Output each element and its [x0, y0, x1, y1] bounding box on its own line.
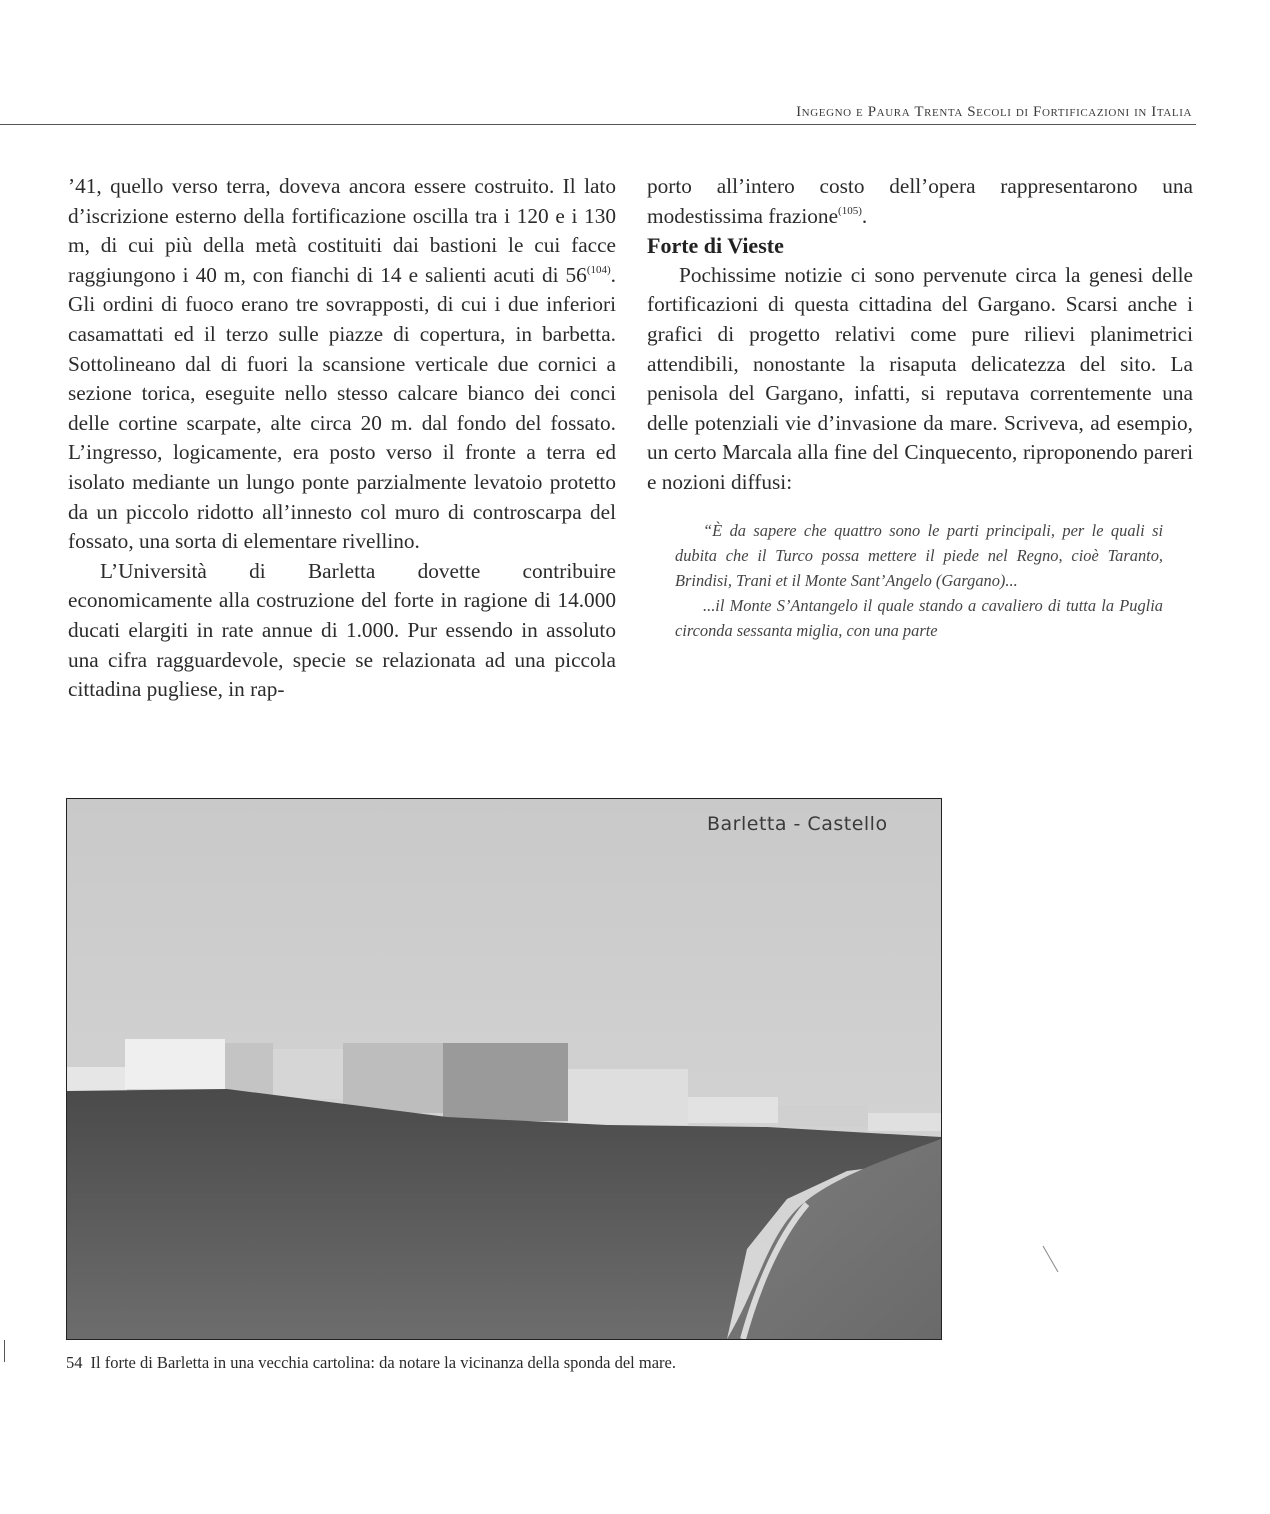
footnote-ref-105: (105)	[838, 204, 862, 217]
right-paragraph-1	[647, 172, 1193, 231]
postcard-photo	[66, 798, 942, 1340]
left-paragraph-1-end: . Gli ordini di fuoco erano tre sovrapposti, di cui i due inferiori casamattati ed il terzo sulle piazze di copertura, in barbetta. Sottolineano dal di fuori la scansione verticale due cornici a sezione torica, eseguite nello stesso calcare bianco dei conci delle cortine scarpate, alte circa 20 m. dal fondo del fossato. L’ingresso, logicamente, era posto verso il fronte a terra ed isolato mediante un lungo ponte parzialmente levatoio protetto da un piccolo ridotto all’innesto col muro di controscarpa del fossato, una sorta di elementare rivellino.	[68, 262, 616, 554]
scan-scratch	[1043, 1246, 1059, 1272]
left-column	[68, 172, 616, 705]
right-paragraph-1-end: .	[861, 203, 868, 228]
section-title: Forte di Vieste	[647, 233, 784, 259]
quote-paragraph-1: “È da sapere che quattro sono le parti principali, per le quali si dubita che il Turco possa mettere il piede nel Regno, cioè Taranto, Brindisi, Trani et il Monte Sant’Angelo (Gargano)...	[675, 520, 1163, 590]
right-paragraph-1-text: porto all’intero costo dell’opera rappresentarono una modestissima frazione	[647, 174, 1193, 228]
quote-paragraph-2: ...il Monte S’Antangelo il quale stando a cavaliero di tutta la Puglia circonda sessanta miglia, con una parte	[675, 595, 1163, 640]
page-edge-mark	[0, 1340, 5, 1362]
running-header: Ingegno e Paura Trenta Secoli di Fortificazioni in Italia	[796, 104, 1192, 120]
header-rule	[0, 124, 1196, 125]
right-column	[647, 172, 1193, 643]
postcard-text: Barletta - Castello	[707, 813, 888, 835]
figure-caption-text: Il forte di Barletta in una vecchia cartolina: da notare la vicinanza della sponda del mare.	[90, 1353, 676, 1372]
block-quote	[675, 518, 1163, 643]
right-paragraph-2: Pochissime notizie ci sono pervenute circa la genesi delle fortificazioni di questa cittadina del Gargano. Scarsi anche i grafici di progetto relativi come pure rilievi planimetrici attendibili, nonostante la risaputa delicatezza del sito. La penisola del Gargano, infatti, si reputava correntemente una delle potenziali vie d’invasione da mare. Scriveva, ad esempio, un certo Marcala alla fine del Cinquecento, riproponendo pareri e nozioni diffusi:	[647, 262, 1193, 494]
left-paragraph-2: L’Università di Barletta dovette contribuire economicamente alla costruzione del forte in ragione di 14.000 ducati elargiti in rate annue di 1.000. Pur essendo in assoluto una cifra ragguardevole, specie se relazionata ad una piccola cittadina pugliese, in rap-	[68, 558, 616, 702]
left-paragraph-1	[68, 172, 616, 557]
left-paragraph-1-start: ’41, quello verso terra, doveva ancora essere costruito. Il lato d’iscrizione esterno della fortificazione oscilla tra i 120 e i 130 m, di cui più della metà costituiti dai bastioni le cui facce raggiungono i 40 m, con fianchi di 14 e salienti acuti di 56	[68, 174, 616, 287]
footnote-ref-104: (104)	[586, 263, 611, 276]
postcard-illustration	[67, 799, 941, 1339]
figure-number: 54	[66, 1353, 83, 1372]
figure-caption	[66, 1353, 676, 1373]
